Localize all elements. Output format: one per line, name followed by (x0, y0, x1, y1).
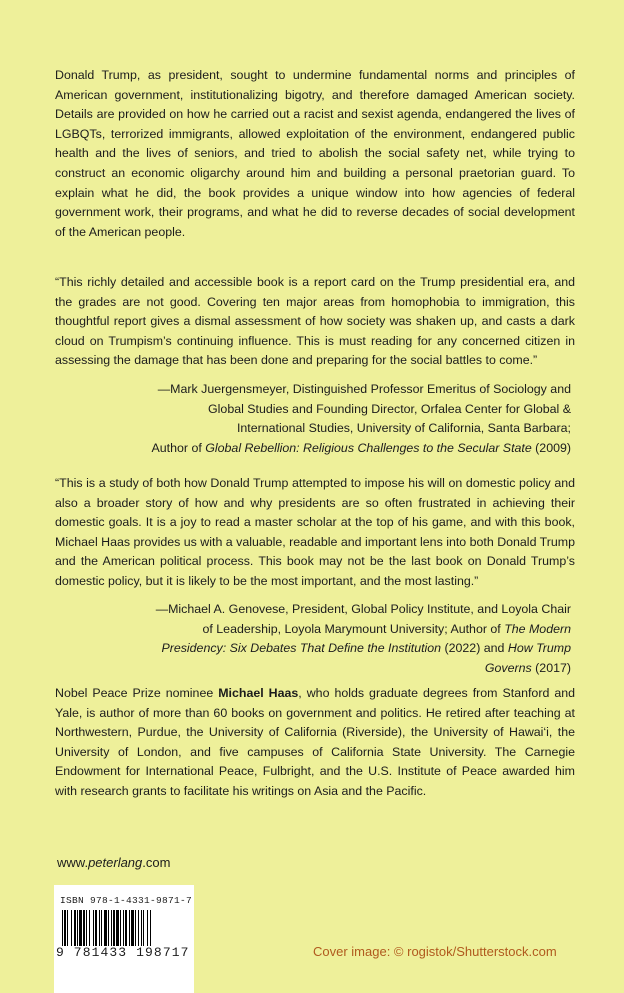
review-2-text: “This is a study of both how Donald Trump attempted to impose his will on domestic policy and also a broader story of how and why presidents are so often frustrated in achieving their domestic goals. It is a joy to read a master scholar at the top of his game, and with this book, Michael Haas provides us with a valuable, readable and important lens into both Donald Trump and the American political process. This book may not be the last book on Donald Trump’s domestic policy, but it is likely to be the most important, and the most lasting.” (55, 476, 576, 588)
review-2-attrib-main: —Michael A. Genovese, President, Global Policy Institute, and Loyola Chair of Leadership, Loyola Marymount University; Author of (155, 602, 571, 636)
review-1-book-title: Global Rebellion: Religious Challenges to the Secular State (205, 440, 532, 455)
review-2-book-year-1: (2022) and (441, 641, 508, 656)
isbn-label: ISBN 978-1-4331-9871-7 (60, 895, 193, 906)
site-suffix: .com (142, 855, 171, 870)
review-2-book-year-2: (2017) (531, 660, 571, 675)
site-prefix: www. (57, 855, 89, 870)
author-bio (55, 684, 575, 802)
book-summary (55, 66, 575, 242)
bio-text: , who holds graduate degrees from Stanford and Yale, is author of more than 60 books on government and politics. He retired after teaching at Northwestern, Purdue, the University of California (Riverside), the University of Hawai‘i, the University of London, and five campuses of California State University. The Carnegie Endowment for International Peace, Fulbright, and the U.S. Institute of Peace awarded him with research grants to facilitate his writings on Asia and the Pacific. (55, 686, 575, 798)
review-1-attribution (145, 380, 571, 458)
publisher-website[interactable] (57, 855, 170, 870)
review-1-author-of: Author of (151, 440, 206, 455)
site-name: peterlang (88, 855, 143, 870)
review-1-text: “This richly detailed and accessible book is a report card on the Trump presidential era, and the grades are not good. Covering ten major areas from homophobia to immigration, this thoughtful report gives a dismal assessment of how society was shaken up, and casts a dark cloud on Trumpism’s continuing influence. This is must reading for any concerned citizen in assessing the damage that has been done and preparing for the social battles to come.” (55, 275, 575, 368)
review-1-quote (55, 273, 575, 371)
isbn-barcode (54, 885, 194, 993)
author-name: Michael Haas (218, 686, 299, 700)
summary-text: Donald Trump, as president, sought to undermine fundamental norms and principles of American government, institutionalizing bigotry, and therefore damaged American society. Details are provided on how he carried out a racist and sexist agenda, endangered the lives of LGBQTs, terrorized immigrants, allowed exploitation of the environment, endangered public health and the lives of seniors, and tried to abolish the social safety net, while trying to construct an economic oligarchy around him and building a personal praetorian guard. To explain what he did, the book provides a unique window into how agencies of federal government work, their programs, and what he did to reverse decades of social development of the American people. (55, 68, 575, 239)
cover-image-credit: Cover image: © rogistok/Shutterstock.com (313, 944, 557, 959)
review-2-quote (55, 474, 575, 592)
bio-lead: Nobel Peace Prize nominee (55, 686, 219, 700)
review-2-book-title-1: The Modern Presidency: Six Debates That Define the Institution (161, 621, 571, 656)
isbn-digits: 9 781433 198717 (56, 945, 190, 960)
review-2-book-title-2: How Trump Governs (484, 641, 571, 675)
barcode-bars (62, 910, 186, 946)
review-2-attribution (145, 600, 571, 678)
review-1-attrib-main: —Mark Juergensmeyer, Distinguished Professor Emeritus of Sociology and Global Studies and Founding Director, Orfalea Center for Global & International Studies, University of California, Santa Barbara; (157, 382, 571, 436)
review-1-book-year: (2009) (531, 440, 571, 455)
